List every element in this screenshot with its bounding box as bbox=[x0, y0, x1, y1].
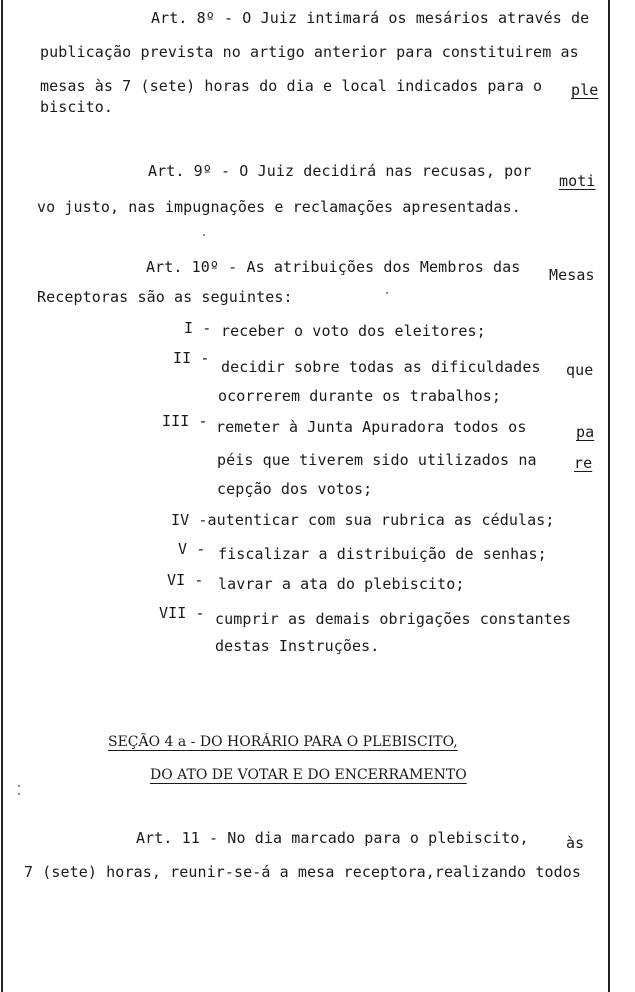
item-iii-continuation-2: cepção dos votos; bbox=[217, 480, 373, 498]
art10-line-1-end: Mesas bbox=[549, 266, 595, 284]
art8-line-4: biscito. bbox=[40, 98, 114, 116]
art9-line-1-hyphen: moti bbox=[559, 172, 596, 190]
art10-line-1: Art. 10º - As atribuições dos Membros das bbox=[146, 258, 521, 276]
item-iii-text: remeter à Junta Apuradora todos os bbox=[216, 418, 527, 436]
item-ii-text: decidir sobre todas as dificuldades bbox=[221, 358, 541, 376]
page-left-edge bbox=[1, 0, 3, 992]
item-ii-continuation: ocorrerem durante os trabalhos; bbox=[218, 387, 502, 405]
item-v-text: fiscalizar a distribuição de senhas; bbox=[218, 545, 547, 563]
art9-line-2: vo justo, nas impugnações e reclamações apresentadas. bbox=[37, 198, 521, 216]
page-right-edge bbox=[608, 0, 610, 992]
item-ii-end: que bbox=[566, 361, 594, 379]
art11-line-1-end: às bbox=[566, 834, 585, 852]
item-iii-hyphen: pa bbox=[576, 423, 595, 441]
scan-speck bbox=[203, 234, 205, 236]
item-vii-text: cumprir as demais obrigações constantes bbox=[215, 610, 572, 628]
item-ii-number: II - bbox=[173, 349, 210, 367]
scan-speck bbox=[18, 793, 20, 795]
item-iii-continuation-hyphen: re bbox=[574, 454, 593, 472]
item-iii-continuation-1: péis que tiverem sido utilizados na bbox=[217, 451, 537, 469]
art10-line-2: Receptoras são as seguintes: bbox=[37, 288, 293, 306]
art8-line-1: Art. 8º - O Juiz intimará os mesários através de bbox=[151, 9, 590, 27]
item-vii-number: VII - bbox=[159, 604, 205, 622]
art8-line-3-hyphen: ple bbox=[571, 81, 599, 99]
section-heading-line-2: DO ATO DE VOTAR E DO ENCERRAMENTO bbox=[150, 767, 467, 783]
item-iii-number: III - bbox=[162, 412, 208, 430]
scan-speck bbox=[18, 785, 20, 787]
art11-line-2: 7 (sete) horas, reunir-se-á a mesa receptora,realizando todos bbox=[24, 863, 581, 881]
art8-line-2: publicação prevista no artigo anterior para constituirem as bbox=[40, 43, 579, 61]
item-vi-number: VI - bbox=[167, 571, 204, 589]
art8-line-3: mesas às 7 (sete) horas do dia e local indicados para o bbox=[40, 77, 543, 95]
item-vii-continuation: destas Instruções. bbox=[215, 637, 380, 655]
art11-line-1: Art. 11 - No dia marcado para o plebiscito, bbox=[136, 829, 529, 847]
scan-speck bbox=[386, 292, 388, 294]
item-i-text: receber o voto dos eleitores; bbox=[221, 322, 486, 340]
art9-line-1: Art. 9º - O Juiz decidirá nas recusas, por bbox=[148, 162, 532, 180]
item-i-number: I - bbox=[184, 319, 212, 337]
item-v-number: V - bbox=[178, 540, 206, 558]
section-heading-line-1: SEÇÃO 4 a - DO HORÁRIO PARA O PLEBISCITO, bbox=[108, 734, 458, 750]
item-vi-text: lavrar a ata do plebiscito; bbox=[218, 575, 465, 593]
item-iv: IV -autenticar com sua rubrica as cédulas; bbox=[171, 511, 555, 529]
